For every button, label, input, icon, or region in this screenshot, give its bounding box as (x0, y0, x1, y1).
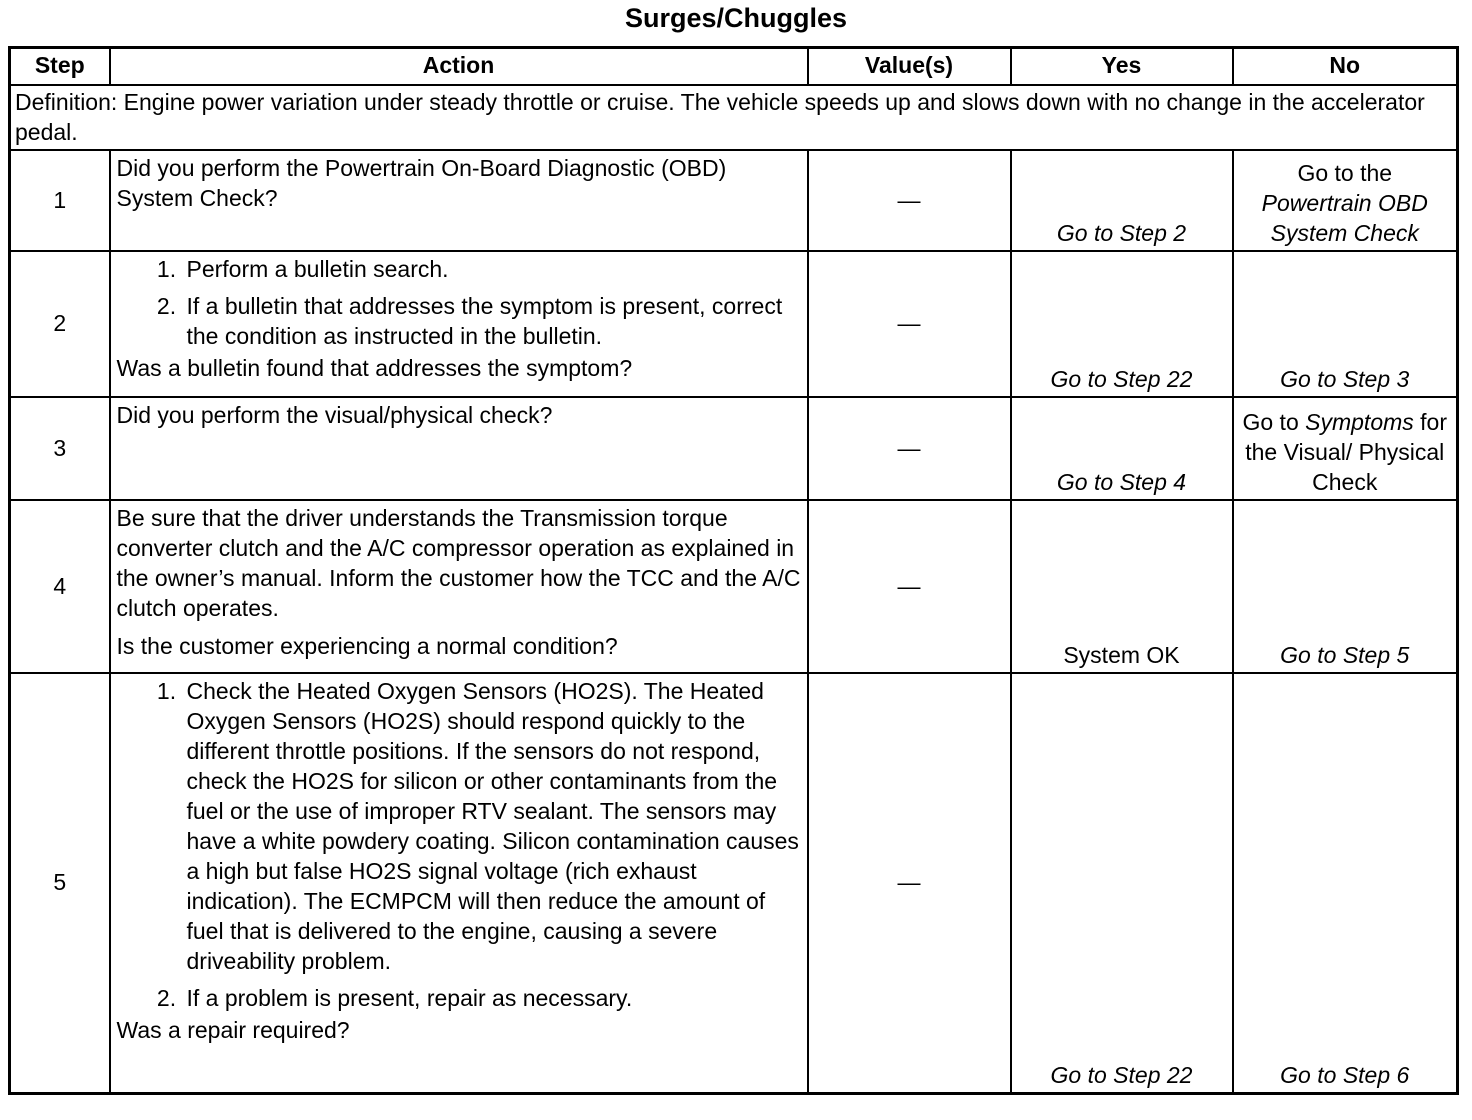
list-item: 2. If a problem is present, repair as necessary. (183, 983, 801, 1013)
yes-cell: Go to Step 22 (1011, 673, 1233, 1093)
action-cell (110, 397, 808, 500)
header-values: Value(s) (808, 48, 1011, 86)
header-yes: Yes (1011, 48, 1233, 86)
header-row (10, 48, 1458, 86)
no-cell: Go to Step 3 (1233, 251, 1458, 397)
step-number: 3 (10, 397, 110, 500)
action-list (117, 676, 801, 1013)
list-item: 1. Check the Heated Oxygen Sensors (HO2S). The Heated Oxygen Sensors (HO2S) should respond quickly to the different throttle positions. If the sensors do not respond, check the HO2S for silicon or other contaminants from the fuel or the use of improper RTV sealant. The sensors may have a white powdery coating. Silicon contamination causes a high but false HO2S signal voltage (rich exhaust indication). The ECMPCM will then reduce the amount of fuel that is delivered to the engine, causing a severe driveability problem. (183, 676, 801, 976)
table-row (10, 673, 1458, 1093)
page-title: Surges/Chuggles (624, 3, 848, 33)
action-cell (110, 150, 808, 251)
table-row (10, 500, 1458, 673)
action-question: Was a bulletin found that addresses the symptom? (116, 355, 633, 381)
list-item: 2. If a bulletin that addresses the symptom is present, correct the condition as instructed in the bulletin. (183, 291, 801, 351)
value-cell: — (808, 500, 1011, 673)
no-cell: Go to Step 5 (1233, 500, 1458, 673)
step-number: 2 (10, 251, 110, 397)
step-number: 1 (10, 150, 110, 251)
no-cell (1233, 397, 1458, 500)
action-text: Be sure that the driver understands the Transmission torque converter clutch and the A/C compressor operation as explained in the owner’s manual. Inform the customer how the TCC and the A/C clutch operates. (116, 505, 801, 621)
step-number: 5 (10, 673, 110, 1093)
header-action: Action (110, 48, 808, 86)
table-row (10, 150, 1458, 251)
table-row (10, 251, 1458, 397)
action-question: Did you perform the visual/physical check? (116, 402, 553, 428)
value-cell: — (808, 673, 1011, 1093)
action-cell (110, 500, 808, 673)
no-cell (1233, 150, 1458, 251)
no-suffix: for the Visual/ Physical Check (1245, 409, 1448, 495)
action-cell (110, 251, 808, 397)
action-list (117, 254, 801, 351)
no-cell: Go to Step 6 (1233, 673, 1458, 1093)
no-link: Symptoms (1305, 409, 1414, 435)
table-row (10, 397, 1458, 500)
yes-cell: Go to Step 4 (1011, 397, 1233, 500)
step-number: 4 (10, 500, 110, 673)
yes-cell: System OK (1011, 500, 1233, 673)
no-prefix: Go to (1242, 409, 1299, 435)
yes-cell: Go to Step 2 (1011, 150, 1233, 251)
no-prefix: Go to the (1297, 160, 1393, 186)
header-step: Step (10, 48, 110, 86)
list-item: 1. Perform a bulletin search. (183, 254, 801, 284)
definition-text: Definition: Engine power variation under steady throttle or cruise. The vehicle speeds up and slows down with no change in the accelerator pedal. (10, 85, 1458, 150)
value-cell: — (808, 150, 1011, 251)
diagnostic-table (8, 46, 1459, 1095)
no-link: Powertrain OBD System Check (1261, 190, 1428, 246)
value-cell: — (808, 397, 1011, 500)
action-question: Was a repair required? (116, 1017, 350, 1043)
action-question: Did you perform the Powertrain On-Board Diagnostic (OBD) System Check? (116, 155, 727, 211)
action-cell (110, 673, 808, 1093)
header-no: No (1233, 48, 1458, 86)
definition-row (10, 85, 1458, 150)
yes-cell: Go to Step 22 (1011, 251, 1233, 397)
value-cell: — (808, 251, 1011, 397)
action-question: Is the customer experiencing a normal condition? (116, 633, 618, 659)
